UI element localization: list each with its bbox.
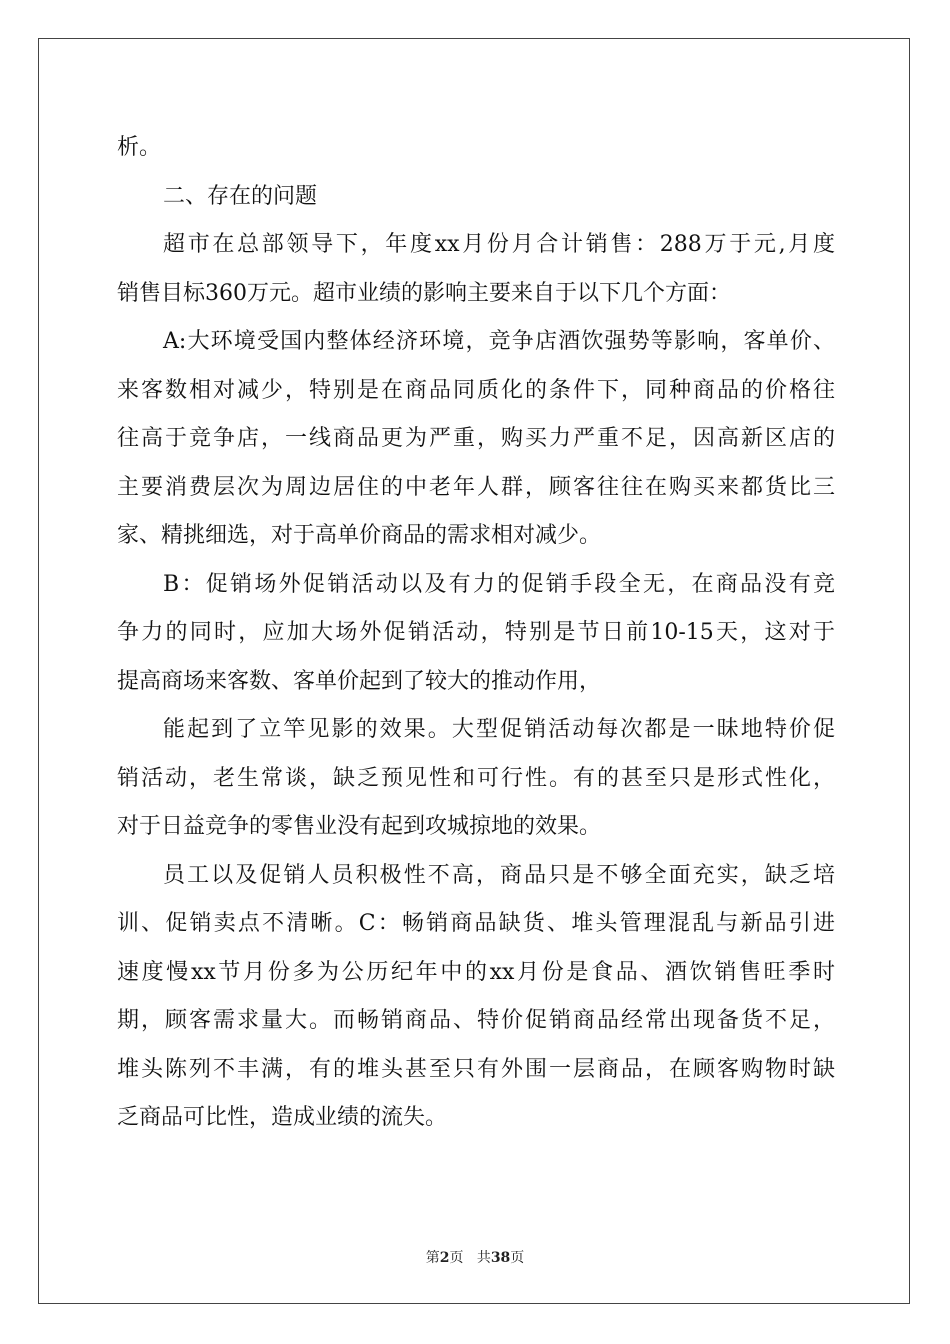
document-body: [117, 124, 835, 1143]
text-line: 销售目标360万元。超市业绩的影响主要来自于以下几个方面：: [117, 280, 731, 306]
text-line: 期，顾客需求量大。而畅销商品、特价促销商品经常出现备货不足，: [117, 1008, 835, 1033]
text-line: 训、促销卖点不清晰。C：畅销商品缺货、堆头管理混乱与新品引进: [117, 911, 835, 936]
text-line: B：促销场外促销活动以及有力的促销手段全无，在商品没有竞: [163, 571, 835, 597]
text-line: 销活动，老生常谈，缺乏预见性和可行性。有的甚至只是形式性化，: [117, 765, 835, 791]
text-line: 主要消费层次为周边居住的中老年人群，顾客往往在购买来都货比三: [117, 474, 835, 500]
text-line: 提高商场来客数、客单价起到了较大的推动作用，: [117, 668, 602, 694]
total-suffix: 页: [510, 1250, 525, 1266]
text-line: 对于日益竞争的零售业没有起到攻城掠地的效果。: [117, 814, 602, 839]
page-number: 2: [439, 1250, 450, 1266]
page-footer: [0, 1247, 950, 1267]
page-prefix: 第: [425, 1250, 440, 1266]
text-line: 速度慢xx节月份多为公历纪年中的xx月份是食品、酒饮销售旺季时: [117, 959, 835, 985]
text-line: 往高于竞争店，一线商品更为严重，购买力严重不足，因高新区店的: [117, 426, 835, 451]
text-line: 来客数相对减少，特别是在商品同质化的条件下，同种商品的价格往: [117, 377, 835, 403]
text-line: 乏商品可比性，造成业绩的流失。: [117, 1105, 448, 1130]
page-suffix: 页: [449, 1250, 464, 1266]
text-line: 争力的同时，应加大场外促销活动，特别是节日前10-15天，这对于: [117, 620, 835, 645]
text-line: 超市在总部领导下，年度xx月份月合计销售：288万于元,月度: [163, 232, 835, 257]
total-prefix: 共: [476, 1250, 491, 1266]
section-heading: 二、存在的问题: [163, 183, 318, 209]
text-line: 能起到了立竿见影的效果。大型促销活动每次都是一昧地特价促: [163, 717, 835, 742]
text-line: 析。: [117, 135, 162, 160]
total-pages: 38: [490, 1250, 511, 1266]
text-line: 堆头陈列不丰满，有的堆头甚至只有外围一层商品，在顾客购物时缺: [117, 1056, 835, 1082]
text-line: A:大环境受国内整体经济环境，竞争店酒饮强势等影响，客单价、: [163, 329, 835, 354]
text-line: 员工以及促销人员积极性不高，商品只是不够全面充实，缺乏培: [163, 862, 835, 888]
text-line: 家、精挑细选，对于高单价商品的需求相对减少。: [117, 523, 602, 548]
